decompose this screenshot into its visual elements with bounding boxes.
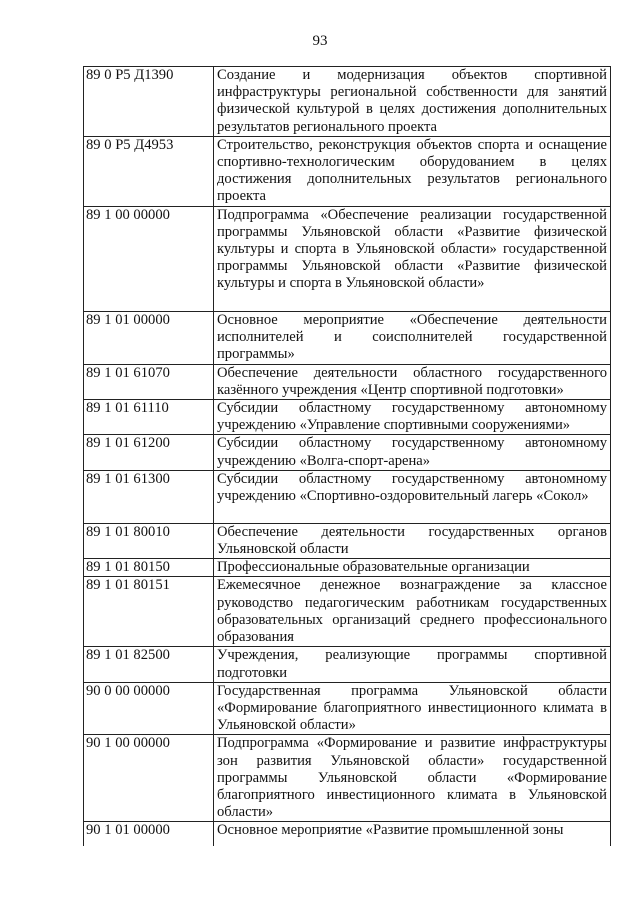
description-cell: Основное мероприятие «Развитие промышленной зоны bbox=[214, 822, 611, 846]
description-cell: Обеспечение деятельности государственных органов Ульяновской области bbox=[214, 523, 611, 558]
table-row bbox=[84, 136, 611, 206]
description-cell: Основное мероприятие «Обеспечение деятельности исполнителей и соисполнителей государственной программы» bbox=[214, 311, 611, 364]
table-row bbox=[84, 470, 611, 523]
code-cell: 89 0 P5 Д4953 bbox=[84, 136, 214, 206]
table-row bbox=[84, 682, 611, 735]
page-number: 93 bbox=[312, 33, 328, 49]
code-cell: 90 0 00 00000 bbox=[84, 682, 214, 735]
code-cell: 89 1 01 80150 bbox=[84, 559, 214, 577]
description-cell: Профессиональные образовательные организации bbox=[214, 559, 611, 577]
description-cell: Субсидии областному государственному автономному учреждению «Волга-спорт-арена» bbox=[214, 435, 611, 470]
table-row bbox=[84, 577, 611, 647]
code-cell: 89 1 01 61110 bbox=[84, 400, 214, 435]
code-cell: 89 1 00 00000 bbox=[84, 206, 214, 311]
code-cell: 89 0 P5 Д1390 bbox=[84, 67, 214, 137]
code-cell: 90 1 00 00000 bbox=[84, 735, 214, 822]
description-cell: Учреждения, реализующие программы спортивной подготовки bbox=[214, 647, 611, 682]
code-cell: 90 1 01 00000 bbox=[84, 822, 214, 846]
table-row bbox=[84, 647, 611, 682]
table-row bbox=[84, 311, 611, 364]
code-cell: 89 1 01 00000 bbox=[84, 311, 214, 364]
description-cell: Обеспечение деятельности областного государственного казённого учреждения «Центр спортивной подготовки» bbox=[214, 364, 611, 399]
description-cell: Субсидии областному государственному автономному учреждению «Управление спортивными сооружениями» bbox=[214, 400, 611, 435]
table-row bbox=[84, 206, 611, 311]
table-row bbox=[84, 559, 611, 577]
description-cell: Подпрограмма «Обеспечение реализации государственной программы Ульяновской области «Развитие физической культуры и спорта в Ульяновской области» государственной программы Ульяновской области «Развитие физической культуры и спорта в Ульяновской области» bbox=[214, 206, 611, 311]
description-cell: Субсидии областному государственному автономному учреждению «Спортивно-оздоровительный лагерь «Сокол» bbox=[214, 470, 611, 523]
table-row bbox=[84, 435, 611, 470]
table-row bbox=[84, 523, 611, 558]
code-cell: 89 1 01 61200 bbox=[84, 435, 214, 470]
table-row bbox=[84, 400, 611, 435]
description-cell: Ежемесячное денежное вознаграждение за классное руководство педагогическим работникам государственных образовательных организаций среднего профессионального образования bbox=[214, 577, 611, 647]
code-cell: 89 1 01 82500 bbox=[84, 647, 214, 682]
table-row bbox=[84, 822, 611, 846]
description-cell: Подпрограмма «Формирование и развитие инфраструктуры зон развития Ульяновской области» государственной программы Ульяновской области «Формирование благоприятного инвестиционного климата в Ульяновской области» bbox=[214, 735, 611, 822]
code-cell: 89 1 01 80151 bbox=[84, 577, 214, 647]
code-cell: 89 1 01 80010 bbox=[84, 523, 214, 558]
budget-code-table bbox=[83, 66, 611, 846]
table-row bbox=[84, 735, 611, 822]
code-cell: 89 1 01 61070 bbox=[84, 364, 214, 399]
description-cell: Государственная программа Ульяновской области «Формирование благоприятного инвестиционного климата в Ульяновской области» bbox=[214, 682, 611, 735]
code-cell: 89 1 01 61300 bbox=[84, 470, 214, 523]
description-cell: Создание и модернизация объектов спортивной инфраструктуры региональной собственности для занятий физической культурой в целях достижения дополнительных результатов регионального проекта bbox=[214, 67, 611, 137]
table-row bbox=[84, 364, 611, 399]
table-row bbox=[84, 67, 611, 137]
description-cell: Строительство, реконструкция объектов спорта и оснащение спортивно-технологическим оборудованием в целях достижения дополнительных результатов регионального проекта bbox=[214, 136, 611, 206]
